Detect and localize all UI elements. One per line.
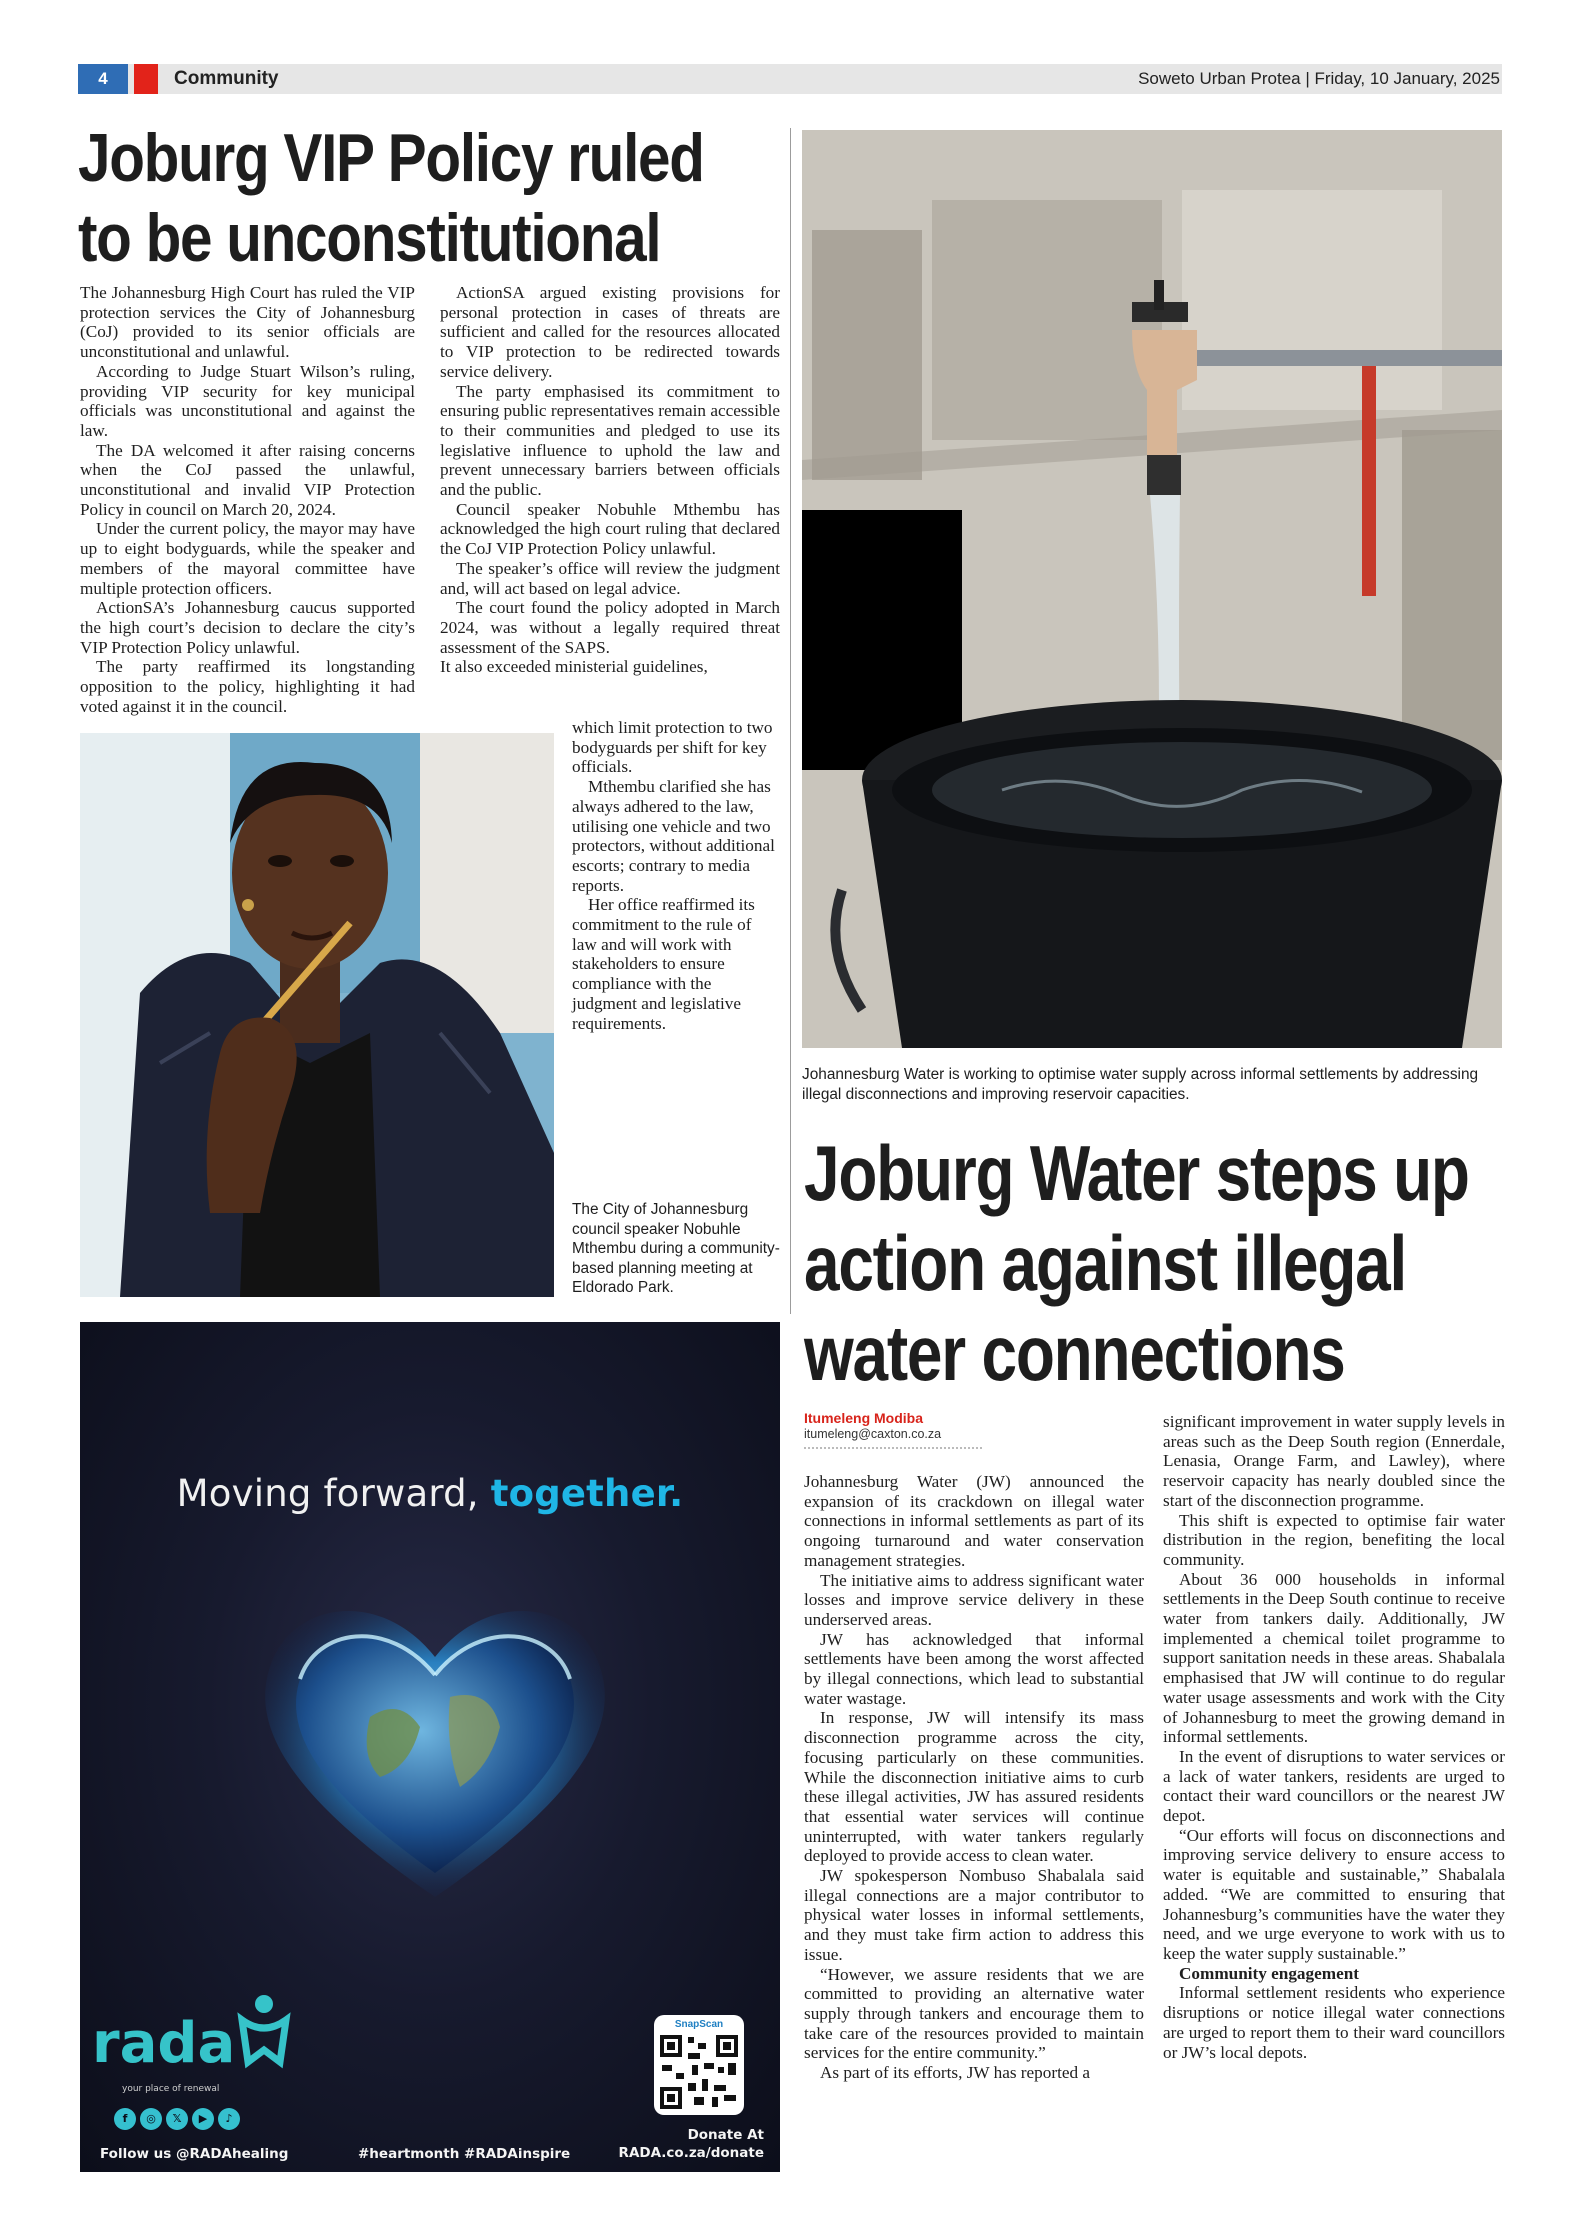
paragraph: This shift is expected to optimise fair water distribution in the region, benefiting the local community. bbox=[1163, 1510, 1505, 1569]
headline-line: Joburg VIP Policy ruled bbox=[78, 120, 704, 196]
paragraph: About 36 000 households in informal settlements in the Deep South continue to receive water from tankers daily. Additionally, JW implemented a chemical toilet programme to support sanitation needs in these areas. Shabalala emphasised that JW will continue to do regular water usage assessments and work with the City of Johannesburg to meet the growing demand in informal settlements. bbox=[1163, 1569, 1505, 1747]
logo-subtitle: your place of renewal bbox=[122, 2084, 220, 2094]
paragraph: “Our efforts will focus on disconnections and improving service delivery to ensure access to water is equitable and sustainable,” Shabalala added. “We are committed to ensuring that Johannesburg’s communities have the water they need, and we urge everyone to work with us to keep the water supply sustainable.” bbox=[1163, 1825, 1505, 1963]
headline-line: Joburg Water steps up bbox=[804, 1129, 1469, 1217]
qr-code-icon bbox=[658, 2033, 740, 2111]
paragraph: As part of its efforts, JW has reported a bbox=[820, 2063, 1090, 2083]
instagram-icon[interactable]: ◎ bbox=[140, 2108, 162, 2130]
follow-text: Follow us @RADAhealing bbox=[100, 2146, 289, 2162]
paragraph: The DA welcomed it after raising concerns when the CoJ passed the unlawful, unconstitutional and invalid VIP Protection Policy in council on March 20, 2024. bbox=[80, 440, 415, 519]
youtube-icon[interactable]: ▶ bbox=[192, 2108, 214, 2130]
tagline-part: Moving forward, bbox=[176, 1472, 491, 1515]
byline-email[interactable]: itumeleng@caxton.co.za bbox=[804, 1427, 942, 1441]
snapscan-qr[interactable] bbox=[654, 2015, 744, 2115]
donate-label: Donate At bbox=[687, 2127, 764, 2143]
rada-advert[interactable] bbox=[80, 1322, 780, 2172]
advert-tagline bbox=[80, 1472, 780, 1515]
paragraph: The party reaffirmed its longstanding opposition to the policy, highlighting it had voted against it in the council. bbox=[80, 657, 415, 716]
paragraph: The party emphasised its commitment to ensuring public representatives remain accessible to their communities and pledged to use its legislative influence to uphold the law and prevent unnecessary barriers between officials and the public. bbox=[440, 381, 780, 500]
paragraph: The Johannesburg High Court has ruled the VIP protection services the City of Johannesburg (CoJ) provided to its senior officials are unconstitutional and unlawful. bbox=[80, 283, 415, 362]
tiktok-icon[interactable]: ♪ bbox=[218, 2108, 240, 2130]
headline-line: to be unconstitutional bbox=[78, 200, 661, 276]
paragraph: The court found the policy adopted in March 2024, was without a legally required threat assessment of the SAPS. bbox=[440, 598, 780, 657]
paragraph: In response, JW will intensify its mass disconnection programme across the city, focusing particularly on these communities. While the disconnection initiative aims to curb these illegal activities, JW has assured residents that essential water services will continue uninterrupted, with water tankers regularly deployed to provide access to clean water. bbox=[804, 1708, 1144, 1866]
subheading: Community engagement bbox=[1179, 1963, 1359, 1983]
paragraph: Mthembu clarified she has always adhered to the law, utilising one vehicle and two protectors, without additional escorts; contrary to media reports. bbox=[572, 777, 775, 895]
paragraph: The initiative aims to address significant water losses and improve service delivery in these underserved areas. bbox=[804, 1570, 1144, 1629]
article2-headline bbox=[804, 1128, 1469, 1398]
article2-column-2 bbox=[1163, 1412, 1505, 2062]
byline-name: Itumeleng Modiba bbox=[804, 1410, 923, 1426]
paragraph: The speaker’s office will review the judgment and, will act based on legal advice. bbox=[440, 558, 780, 598]
paragraph: Under the current policy, the mayor may have up to eight bodyguards, while the speaker and members of the mayoral committee have multiple protection officers. bbox=[80, 519, 415, 598]
article2-column-1 bbox=[804, 1472, 1144, 2083]
tagline-highlight: together. bbox=[490, 1472, 684, 1515]
water-tap-photo bbox=[802, 130, 1502, 1048]
paragraph: significant improvement in water supply levels in areas such as the Deep South region (Ennerdale, Lenasia, Orange Farm, and Lawley), where reservoir capacity has nearly doubled since the start of the disconnection programme. bbox=[1163, 1412, 1505, 1510]
speaker-photo-caption: The City of Johannesburg council speaker Nobuhle Mthembu during a community-based planning meeting at Eldorado Park. bbox=[572, 1201, 780, 1296]
donate-url: RADA.co.za/donate bbox=[618, 2145, 764, 2161]
byline-divider bbox=[804, 1447, 984, 1449]
paragraph: which limit protection to two bodyguards per shift for key officials. bbox=[572, 718, 773, 777]
article1-headline bbox=[78, 118, 704, 278]
paragraph: Her office reaffirmed its commitment to the rule of law and will work with stakeholders to ensure compliance with the judgment and legislative requirements. bbox=[572, 895, 755, 1033]
article1-column-2 bbox=[440, 283, 780, 677]
headline-line: water connections bbox=[804, 1309, 1345, 1397]
paragraph: According to Judge Stuart Wilson’s ruling, providing VIP security for key municipal officials was unconstitutional and against the law. bbox=[80, 361, 415, 440]
x-icon[interactable]: 𝕏 bbox=[166, 2108, 188, 2130]
paragraph: Johannesburg Water (JW) announced the expansion of its crackdown on illegal water connections in informal settlements as part of its ongoing turnaround and water conservation management strategies. bbox=[804, 1472, 1144, 1570]
facebook-icon[interactable]: f bbox=[114, 2108, 136, 2130]
headline-line: action against illegal bbox=[804, 1219, 1407, 1307]
paragraph: JW spokesperson Nombuso Shabalala said illegal connections are a major contributor to physical water losses in informal settlements, and they must take firm action to address this issue. bbox=[804, 1866, 1144, 1964]
paragraph: ActionSA argued existing provisions for personal protection in cases of threats are sufficient and called for the resources allocated to VIP protection to be redirected towards service delivery. bbox=[440, 283, 780, 381]
snapscan-label: SnapScan bbox=[674, 2019, 724, 2030]
page-number: 4 bbox=[78, 64, 128, 94]
paragraph: Council speaker Nobuhle Mthembu has acknowledged the high court ruling that declared the CoJ VIP Protection Policy unlawful. bbox=[440, 499, 780, 559]
paragraph: “However, we assure residents that we are committed to providing an alternative water supply through tankers and encourage them to take care of the resources provided to maintain services for the entire community.” bbox=[804, 1964, 1144, 2063]
hashtags: #heartmonth #RADAinspire bbox=[358, 2146, 571, 2162]
article1-column-2-continued bbox=[572, 718, 780, 1033]
article1-column-1 bbox=[80, 283, 415, 716]
paragraph: In the event of disruptions to water services or a lack of water tankers, residents are urged to contact their ward councillors or the nearest JW depot. bbox=[1163, 1746, 1505, 1826]
section-label: Community bbox=[174, 68, 279, 89]
donate-link[interactable] bbox=[604, 2126, 764, 2162]
glowing-heart-earth-icon bbox=[250, 1577, 620, 1917]
rada-logo bbox=[92, 1990, 292, 2078]
column-divider bbox=[790, 128, 791, 1314]
section-color-block bbox=[134, 64, 158, 94]
logo-wordmark: rada bbox=[92, 2011, 236, 2076]
speaker-photo bbox=[80, 733, 554, 1297]
paragraph: ActionSA’s Johannesburg caucus supported the high court’s decision to declare the city’s VIP Protection Policy unlawful. bbox=[80, 598, 415, 657]
paragraph: Informal settlement residents who experience disruptions or notice illegal water connections are urged to report them to their ward councillors or JW’s local depots. bbox=[1163, 1983, 1505, 2062]
masthead-date: Soweto Urban Protea | Friday, 10 January, 2025 bbox=[1138, 69, 1500, 88]
paragraph: JW has acknowledged that informal settlements have been among the worst affected by illegal connections, which lead to substantial water wastage. bbox=[804, 1629, 1144, 1708]
paragraph: It also exceeded ministerial guidelines, bbox=[440, 657, 708, 677]
social-icons bbox=[114, 2108, 240, 2130]
water-photo-caption: Johannesburg Water is working to optimise water supply across informal settlements by addressing illegal disconnections and improving reservoir capacities. bbox=[802, 1066, 1479, 1103]
